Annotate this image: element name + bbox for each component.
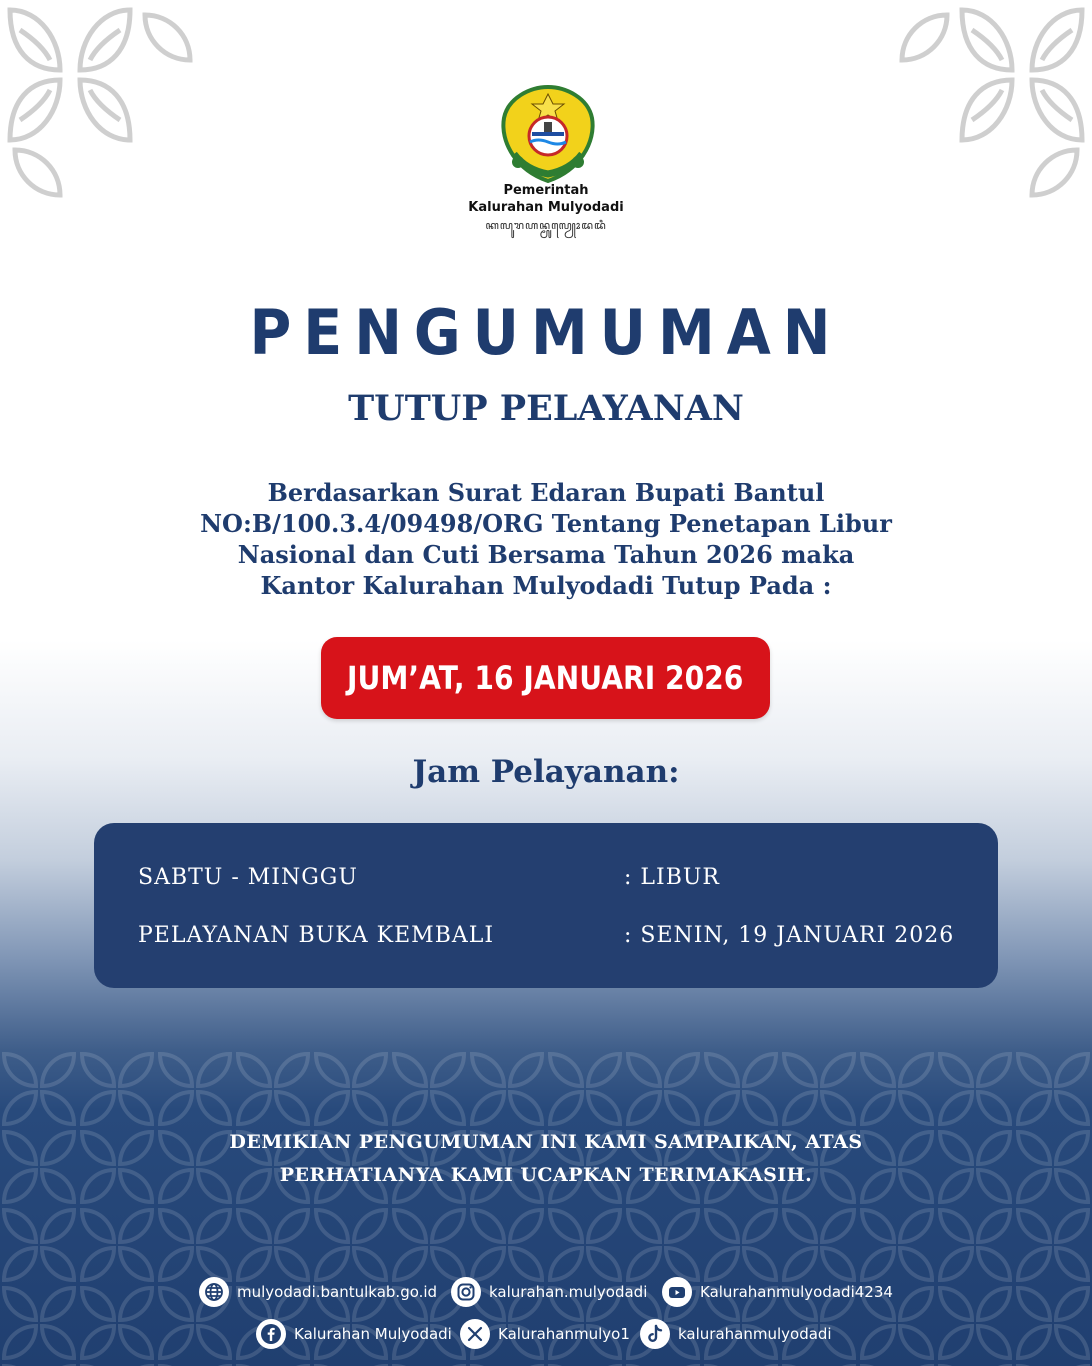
social-youtube-text: Kalurahanmulyodadi4234 [700, 1283, 893, 1301]
x-icon [460, 1319, 490, 1349]
closed-date-badge [321, 637, 770, 719]
hours-row-value: : SENIN, 19 JANUARI 2026 [624, 923, 955, 948]
globe-icon [199, 1277, 229, 1307]
body-line-4: Kantor Kalurahan Mulyodadi Tutup Pada : [260, 571, 832, 600]
body-line-3: Nasional dan Cuti Bersama Tahun 2026 maka [237, 540, 855, 569]
hours-row-reopen [94, 923, 998, 953]
social-instagram-text: kalurahan.mulyodadi [489, 1283, 648, 1301]
closing-message [0, 1126, 1092, 1192]
batik-ornament-top-left [0, 0, 200, 210]
social-facebook-text: Kalurahan Mulyodadi [294, 1325, 452, 1343]
service-hours-title: Jam Pelayanan: [412, 754, 680, 790]
announcement-headline: PENGUMUMAN [249, 296, 843, 369]
social-x-link[interactable] [460, 1318, 630, 1350]
announcement-subheadline: TUTUP PELAYANAN [348, 388, 744, 429]
hours-row-label: PELAYANAN BUKA KEMBALI [138, 923, 495, 948]
javanese-script-label: ꦏꦭꦸꦫꦲꦤ꧀ꦩꦸꦭꦾꦺꦴꦢꦢꦶ [485, 219, 607, 232]
facebook-icon [256, 1319, 286, 1349]
social-instagram-link[interactable] [451, 1276, 647, 1308]
closed-date-text: JUM’AT, 16 JANUARI 2026 [347, 659, 744, 697]
closing-line-2: PERHATIANYA KAMI UCAPKAN TERIMAKASIH. [279, 1164, 813, 1186]
social-website-text: mulyodadi.bantulkab.go.id [237, 1283, 438, 1301]
social-facebook-link[interactable] [256, 1318, 452, 1350]
body-line-1: Berdasarkan Surat Edaran Bupati Bantul [267, 478, 825, 507]
social-tiktok-link[interactable] [640, 1318, 832, 1350]
instagram-icon [451, 1277, 481, 1307]
body-line-2: NO:B/100.3.4/09498/ORG Tentang Penetapan Libur [200, 509, 892, 538]
hours-row-value: : LIBUR [624, 865, 720, 890]
announcement-body [96, 477, 996, 601]
kabupaten-bantul-emblem-icon [496, 84, 600, 184]
org-name-line-2: Kalurahan Mulyodadi [468, 200, 624, 215]
hours-row-weekend [94, 865, 998, 895]
hours-row-label: SABTU - MINGGU [138, 865, 358, 890]
social-x-text: Kalurahanmulyo1 [498, 1325, 630, 1343]
social-website-link[interactable] [199, 1276, 437, 1308]
youtube-icon [662, 1277, 692, 1307]
org-name-line-1: Pemerintah [503, 183, 589, 198]
closing-line-1: DEMIKIAN PENGUMUMAN INI KAMI SAMPAIKAN, ATAS [229, 1131, 863, 1153]
batik-ornament-top-right [892, 0, 1092, 210]
social-youtube-link[interactable] [662, 1276, 893, 1308]
social-tiktok-text: kalurahanmulyodadi [678, 1325, 832, 1343]
service-hours-box [94, 823, 998, 988]
tiktok-icon [640, 1319, 670, 1349]
